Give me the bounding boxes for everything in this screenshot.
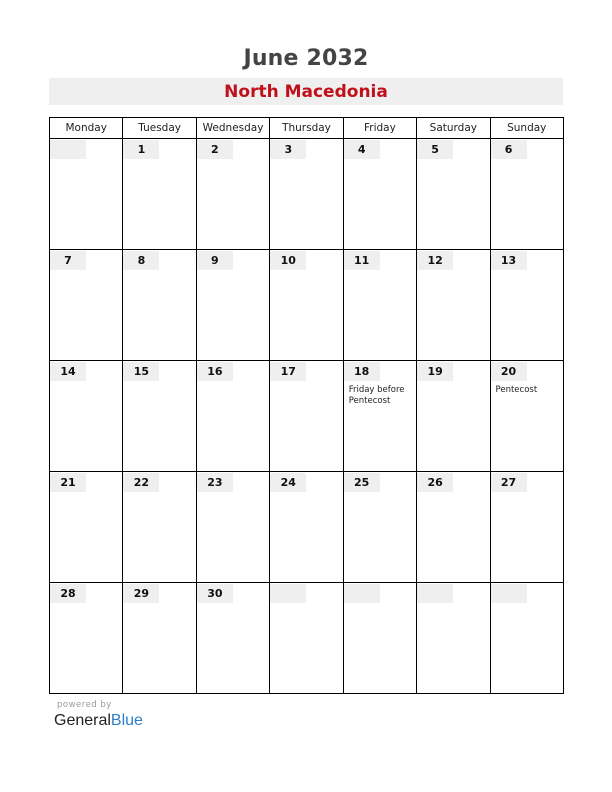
page-title: June 2032: [243, 46, 369, 71]
day-number: 27: [491, 473, 527, 492]
day-number: [344, 584, 380, 603]
weekday-header: Tuesday: [123, 118, 196, 139]
day-cell[interactable]: [490, 361, 563, 472]
day-cell[interactable]: [50, 250, 123, 361]
day-cell[interactable]: [490, 250, 563, 361]
day-number: 7: [50, 251, 86, 270]
day-cell[interactable]: [196, 472, 269, 583]
day-cell[interactable]: [123, 250, 196, 361]
day-number: 10: [270, 251, 306, 270]
day-number: 1: [123, 140, 159, 159]
day-cell[interactable]: [490, 583, 563, 694]
day-cell[interactable]: [196, 583, 269, 694]
weekday-header: Thursday: [270, 118, 343, 139]
weekday-header: Sunday: [490, 118, 563, 139]
brand-general-text: General: [54, 712, 111, 729]
day-cell[interactable]: [417, 139, 490, 250]
day-cell[interactable]: [343, 250, 416, 361]
day-number: 23: [197, 473, 233, 492]
holiday-label: Friday before Pentecost: [348, 385, 405, 406]
brand-blue-text: Blue: [110, 712, 143, 729]
day-number: [491, 584, 527, 603]
weekday-header: Monday: [50, 118, 123, 139]
weekday-header: Wednesday: [196, 118, 269, 139]
day-cell[interactable]: [343, 361, 416, 472]
day-number: 16: [197, 362, 233, 381]
day-number: 22: [123, 473, 159, 492]
day-number: 28: [50, 584, 86, 603]
day-number: 26: [417, 473, 453, 492]
day-cell[interactable]: [270, 250, 343, 361]
day-number: 19: [417, 362, 453, 381]
day-number: 25: [344, 473, 380, 492]
powered-by-text: powered by: [57, 700, 112, 710]
day-number: 17: [270, 362, 306, 381]
day-number: 5: [417, 140, 453, 159]
day-cell[interactable]: [490, 139, 563, 250]
day-number: 4: [344, 140, 380, 159]
day-number: 24: [270, 473, 306, 492]
week-row: [50, 361, 564, 472]
weekday-header: Saturday: [417, 118, 490, 139]
day-cell[interactable]: [123, 583, 196, 694]
day-cell[interactable]: [270, 139, 343, 250]
day-cell[interactable]: [343, 139, 416, 250]
day-cell[interactable]: [343, 583, 416, 694]
day-cell[interactable]: [270, 361, 343, 472]
calendar-grid: [49, 117, 564, 694]
day-cell[interactable]: [123, 361, 196, 472]
day-cell[interactable]: [417, 472, 490, 583]
day-number: 30: [197, 584, 233, 603]
brand-logo[interactable]: [54, 712, 143, 730]
calendar-body: [50, 139, 564, 694]
day-cell[interactable]: [196, 250, 269, 361]
day-cell[interactable]: [123, 472, 196, 583]
week-row: [50, 250, 564, 361]
day-cell[interactable]: [196, 139, 269, 250]
week-row: [50, 583, 564, 694]
day-number: 18: [344, 362, 380, 381]
day-cell[interactable]: [123, 139, 196, 250]
day-number: 11: [344, 251, 380, 270]
holiday-label: Pentecost: [495, 385, 538, 395]
day-cell[interactable]: [343, 472, 416, 583]
country-subtitle: North Macedonia: [224, 82, 388, 102]
weekday-header: Friday: [343, 118, 416, 139]
day-cell[interactable]: [50, 583, 123, 694]
day-number: 2: [197, 140, 233, 159]
day-number: 29: [123, 584, 159, 603]
day-number: 6: [491, 140, 527, 159]
weekday-header-row: [50, 118, 564, 139]
day-number: 14: [50, 362, 86, 381]
day-cell[interactable]: [270, 472, 343, 583]
day-cell[interactable]: [490, 472, 563, 583]
day-cell[interactable]: [417, 361, 490, 472]
day-number: 8: [123, 251, 159, 270]
day-number: [270, 584, 306, 603]
day-cell[interactable]: [270, 583, 343, 694]
day-number: 13: [491, 251, 527, 270]
day-number: [50, 140, 86, 159]
day-number: 15: [123, 362, 159, 381]
day-cell[interactable]: [417, 583, 490, 694]
day-cell[interactable]: [50, 139, 123, 250]
day-number: 12: [417, 251, 453, 270]
day-cell[interactable]: [50, 472, 123, 583]
week-row: [50, 472, 564, 583]
day-number: 20: [491, 362, 527, 381]
day-cell[interactable]: [196, 361, 269, 472]
day-cell[interactable]: [50, 361, 123, 472]
week-row: [50, 139, 564, 250]
day-number: 3: [270, 140, 306, 159]
day-cell[interactable]: [417, 250, 490, 361]
day-number: 9: [197, 251, 233, 270]
day-number: 21: [50, 473, 86, 492]
day-number: [417, 584, 453, 603]
